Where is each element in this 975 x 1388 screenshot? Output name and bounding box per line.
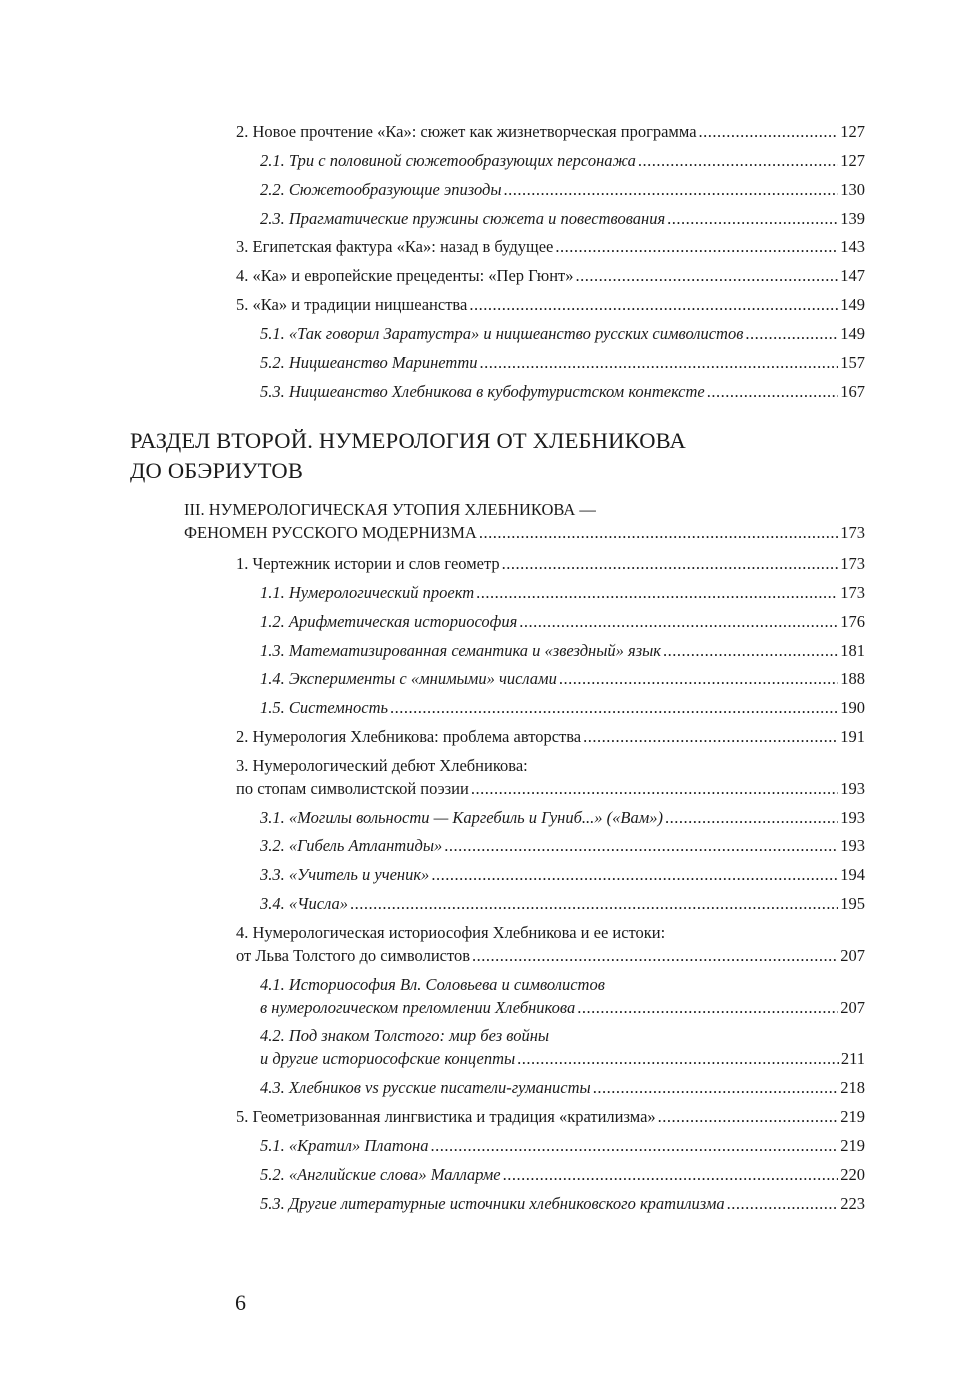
toc-entry [260, 806, 865, 829]
leader-dots [745, 322, 838, 345]
leader-dots [519, 610, 838, 633]
leader-dots [350, 892, 838, 915]
toc-entry [236, 552, 865, 575]
leader-dots [479, 351, 838, 374]
entry-page: 223 [840, 1194, 865, 1213]
entry-page: 193 [840, 779, 865, 798]
leader-dots [472, 944, 838, 967]
entry-page: 193 [840, 836, 865, 855]
entry-title: от Льва Толстого до символистов [236, 946, 471, 965]
toc-entry [260, 667, 865, 690]
toc-entry [260, 892, 865, 915]
leader-dots [555, 235, 838, 258]
entry-page: 173 [840, 554, 865, 573]
entry-title: 3.2. «Гибель Атлантиды» [260, 836, 443, 855]
entry-title: по стопам символистской поэзии [236, 779, 469, 798]
entry-title: 5.3. Ницшеанство Хлебникова в кубофутуристском контексте [260, 382, 705, 401]
entry-title: 2.2. Сюжетообразующие эпизоды [260, 180, 502, 199]
leader-dots [658, 1105, 839, 1128]
leader-dots [577, 996, 838, 1019]
section-heading [130, 426, 686, 486]
entry-page: 173 [840, 523, 865, 542]
entry-title: 5. «Ка» и традиции ницшеанства [236, 295, 468, 314]
chapter-entry [184, 498, 865, 544]
leader-dots [444, 834, 838, 857]
leader-dots [593, 1076, 839, 1099]
leader-dots [471, 777, 838, 800]
entry-page: 190 [840, 698, 865, 717]
leader-dots [583, 725, 838, 748]
entry-page: 188 [840, 669, 865, 688]
toc-entry [260, 207, 865, 230]
entry-title: и другие историософские концепты [260, 1049, 516, 1068]
toc-entry [260, 1163, 865, 1186]
toc-entry [260, 639, 865, 662]
leader-dots [390, 696, 838, 719]
entry-page: 127 [840, 122, 865, 141]
toc-entry [260, 1134, 865, 1157]
entry-page: 139 [840, 209, 865, 228]
entry-title: 4. «Ка» и европейские прецеденты: «Пер Гюнт» [236, 266, 574, 285]
entry-page: 176 [840, 612, 865, 631]
entry-title: 5.3. Другие литературные источники хлебниковского кратилизма [260, 1194, 725, 1213]
leader-dots [430, 1134, 838, 1157]
leader-dots [559, 667, 838, 690]
entry-title: 1.3. Математизированная семантика и «звездный» язык [260, 641, 662, 660]
entry-title-line1: 4.1. Историософия Вл. Соловьева и символистов [260, 975, 605, 994]
entry-page: 127 [840, 151, 865, 170]
entry-page: 194 [840, 865, 865, 884]
toc-entry [260, 581, 865, 604]
entry-page: 147 [840, 266, 865, 285]
entry-page: 193 [840, 808, 865, 827]
entry-page: 149 [840, 324, 865, 343]
leader-dots [707, 380, 839, 403]
toc-entry [236, 921, 865, 967]
entry-page: 157 [840, 353, 865, 372]
entry-title-line1: 3. Нумерологический дебют Хлебникова: [236, 756, 528, 775]
entry-title: 3. Египетская фактура «Ка»: назад в будущее [236, 237, 554, 256]
entry-title: 3.4. «Числа» [260, 894, 348, 913]
toc-entry [236, 264, 865, 287]
toc-entry [260, 380, 865, 403]
toc-entry [260, 1076, 865, 1099]
entry-page: 207 [840, 946, 865, 965]
entry-title: в нумерологическом преломлении Хлебникова [260, 998, 576, 1017]
leader-dots [476, 581, 838, 604]
toc-entry [260, 696, 865, 719]
toc-entry [260, 178, 865, 201]
entry-title: 1.2. Арифметическая историософия [260, 612, 518, 631]
leader-dots [517, 1047, 839, 1070]
entry-title-line1: 4.2. Под знаком Толстого: мир без войны [260, 1026, 550, 1045]
toc-entry [260, 351, 865, 374]
toc-entry [260, 973, 865, 1019]
toc-entry [260, 834, 865, 857]
leader-dots [576, 264, 839, 287]
entry-page: 195 [840, 894, 865, 913]
entry-page: 211 [840, 1049, 865, 1068]
entry-title: 3.1. «Могилы вольности — Каргебиль и Гуниб...» («Вам») [260, 808, 663, 827]
entry-page: 149 [840, 295, 865, 314]
leader-dots [667, 207, 838, 230]
leader-dots [502, 552, 839, 575]
entry-title: 5.1. «Так говорил Заратустра» и ницшеанство русских символистов [260, 324, 744, 343]
entry-title: 5. Геометризованная лингвистика и традиция «кратилизма» [236, 1107, 656, 1126]
leader-dots [727, 1192, 839, 1215]
entry-page: 181 [840, 641, 865, 660]
toc-entry [236, 293, 865, 316]
entry-page: 207 [840, 998, 865, 1017]
leader-dots [479, 521, 838, 544]
entry-title: 2.1. Три с половиной сюжетообразующих персонажа [260, 151, 636, 170]
entry-page: 191 [840, 727, 865, 746]
toc-entry [260, 149, 865, 172]
entry-title: 4.3. Хлебников vs русские писатели-гуманисты [260, 1078, 591, 1097]
toc-entry [236, 725, 865, 748]
leader-dots [638, 149, 838, 172]
page-number: 6 [235, 1290, 246, 1315]
entry-title: 1.1. Нумерологический проект [260, 583, 475, 602]
entry-title: 2. Новое прочтение «Ка»: сюжет как жизнетворческая программа [236, 122, 697, 141]
leader-dots [504, 178, 839, 201]
toc-entry [260, 322, 865, 345]
leader-dots [431, 863, 838, 886]
entry-title: 1.5. Системность [260, 698, 388, 717]
entry-page: 220 [840, 1165, 865, 1184]
leader-dots [665, 806, 838, 829]
toc-entry [260, 1024, 865, 1070]
entry-page: 167 [840, 382, 865, 401]
entry-page: 219 [840, 1107, 865, 1126]
leader-dots [503, 1163, 839, 1186]
section-heading-line1: РАЗДЕЛ ВТОРОЙ. НУМЕРОЛОГИЯ ОТ ХЛЕБНИКОВА [130, 428, 686, 453]
entry-title: 5.2. «Английские слова» Малларме [260, 1165, 501, 1184]
entry-page: 130 [840, 180, 865, 199]
chapter-title-line1: III. НУМЕРОЛОГИЧЕСКАЯ УТОПИЯ ХЛЕБНИКОВА — [184, 500, 596, 519]
toc-entry [260, 863, 865, 886]
leader-dots [699, 120, 839, 143]
entry-title: 1.4. Эксперименты с «мнимыми» числами [260, 669, 557, 688]
toc-entry [260, 610, 865, 633]
entry-page: 219 [840, 1136, 865, 1155]
section-heading-line2: ДО ОБЭРИУТОВ [130, 458, 304, 483]
chapter-title-line2: ФЕНОМЕН РУССКОГО МОДЕРНИЗМА [184, 523, 477, 542]
entry-title: 5.2. Ницшеанство Маринетти [260, 353, 478, 372]
entry-page: 173 [840, 583, 865, 602]
entry-title: 1. Чертежник истории и слов геометр [236, 554, 500, 573]
toc-entry [236, 120, 865, 143]
entry-page: 143 [840, 237, 865, 256]
entry-title: 2. Нумерология Хлебникова: проблема авторства [236, 727, 582, 746]
toc-entry [236, 235, 865, 258]
entry-title-line1: 4. Нумерологическая историософия Хлебникова и ее истоки: [236, 923, 666, 942]
entry-title: 3.3. «Учитель и ученик» [260, 865, 430, 884]
entry-page: 218 [840, 1078, 865, 1097]
entry-title: 5.1. «Кратил» Платона [260, 1136, 429, 1155]
leader-dots [469, 293, 838, 316]
toc-entry [260, 1192, 865, 1215]
toc-entry [236, 1105, 865, 1128]
entry-title: 2.3. Прагматические пружины сюжета и повествования [260, 209, 666, 228]
toc-entry [236, 754, 865, 800]
leader-dots [663, 639, 838, 662]
